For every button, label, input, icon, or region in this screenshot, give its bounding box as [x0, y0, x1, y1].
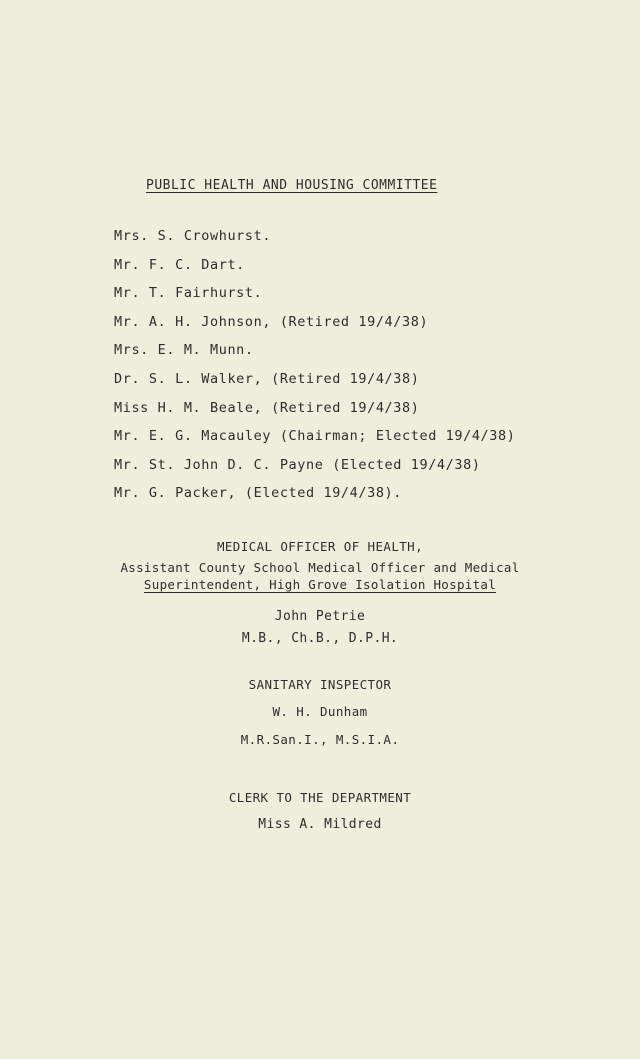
committee-member: Mr. St. John D. C. Payne (Elected 19/4/38)	[114, 456, 481, 473]
committee-member: Miss H. M. Beale, (Retired 19/4/38)	[114, 399, 420, 416]
medical-officer-qualifications: M.B., Ch.B., D.P.H.	[241, 631, 399, 646]
sanitary-inspector-qualifications: M.R.San.I., M.S.I.A.	[240, 732, 400, 747]
committee-member-list	[114, 228, 515, 514]
medical-officer-title: MEDICAL OFFICER OF HEALTH,	[216, 539, 424, 554]
clerk-name: Miss A. Mildred	[258, 817, 382, 832]
clerk-title: CLERK TO THE DEPARTMENT	[228, 790, 412, 805]
committee-member: Mr. G. Packer, (Elected 19/4/38).	[114, 485, 403, 502]
sanitary-inspector-name: W. H. Dunham	[272, 704, 368, 719]
medical-officer-subtitle-line2: Superintendent, High Grove Isolation Hospital	[143, 577, 497, 592]
committee-member: Dr. S. L. Walker, (Retired 19/4/38)	[114, 370, 420, 387]
committee-member: Mr. F. C. Dart.	[114, 256, 245, 273]
committee-heading: PUBLIC HEALTH AND HOUSING COMMITTEE	[146, 178, 438, 193]
committee-member: Mr. E. G. Macauley (Chairman; Elected 19/4/38)	[114, 428, 516, 445]
committee-member: Mr. A. H. Johnson, (Retired 19/4/38)	[114, 313, 429, 330]
medical-officer-subtitle-line1: Assistant County School Medical Officer and Medical	[120, 560, 520, 575]
committee-member: Mrs. S. Crowhurst.	[114, 228, 272, 244]
sanitary-inspector-title: SANITARY INSPECTOR	[248, 677, 392, 692]
committee-member: Mr. T. Fairhurst.	[114, 285, 263, 302]
medical-officer-name: John Petrie	[274, 609, 366, 624]
committee-member: Mrs. E. M. Munn.	[114, 342, 254, 359]
